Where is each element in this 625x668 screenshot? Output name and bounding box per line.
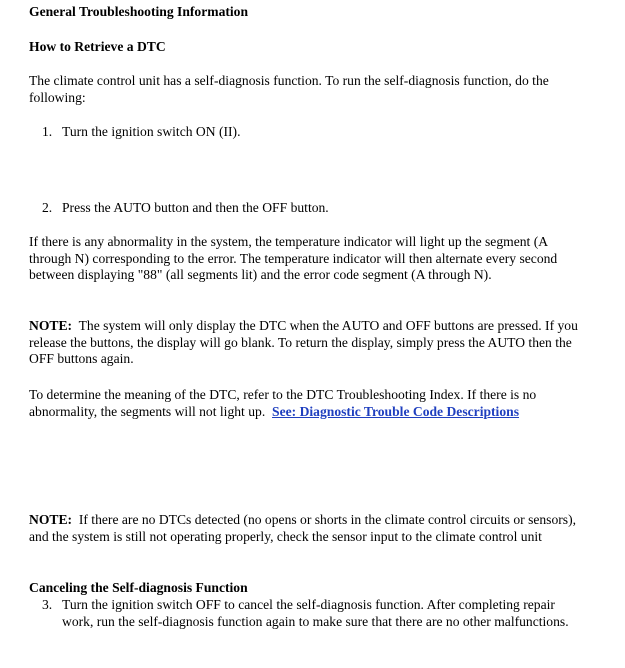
page-title: General Troubleshooting Information (29, 4, 249, 19)
step-number: 1. (42, 124, 53, 139)
note-text: The system will only display the DTC when the AUTO and OFF buttons are pressed. If you release the buttons, the display will go blank. To return the display, simply press the AUTO then the OFF buttons again. (29, 318, 578, 367)
note-paragraph-2 (29, 512, 581, 545)
step-text: Press the AUTO button and then the OFF button. (62, 200, 329, 215)
determine-text: To determine the meaning of the DTC, refer to the DTC Troubleshooting Index. If there is no abnormality, the segments will not light up. (29, 387, 537, 419)
note-text: If there are no DTCs detected (no opens or shorts in the climate control circuits or sensors), and the system is still not operating properly, check the sensor input to the climate control unit (29, 512, 577, 544)
step-text: Turn the ignition switch ON (II). (62, 124, 241, 139)
determine-paragraph (29, 387, 581, 420)
step-text: Turn the ignition switch OFF to cancel the self-diagnosis function. After completing repair work, run the self-diagnosis function again to make sure that there are no other malfunctions. (62, 597, 569, 629)
step-number: 2. (42, 200, 53, 215)
abnormality-paragraph: If there is any abnormality in the system, the temperature indicator will light up the segment (A through N) corresponding to the error. The temperature indicator will then alternate every second between displaying "88" (all segments lit) and the error code segment (A through N). (29, 234, 558, 283)
note-label: NOTE: (29, 318, 73, 333)
section-heading-cancel: Canceling the Self-diagnosis Function (29, 580, 248, 595)
dtc-descriptions-link[interactable]: See: Diagnostic Trouble Code Descriptions (272, 403, 519, 419)
note-paragraph-1 (29, 318, 581, 368)
intro-paragraph: The climate control unit has a self-diagnosis function. To run the self-diagnosis function, do the following: (29, 73, 549, 105)
step-number: 3. (42, 597, 53, 612)
note-label: NOTE: (29, 512, 73, 527)
section-heading-retrieve-dtc: How to Retrieve a DTC (29, 39, 166, 54)
